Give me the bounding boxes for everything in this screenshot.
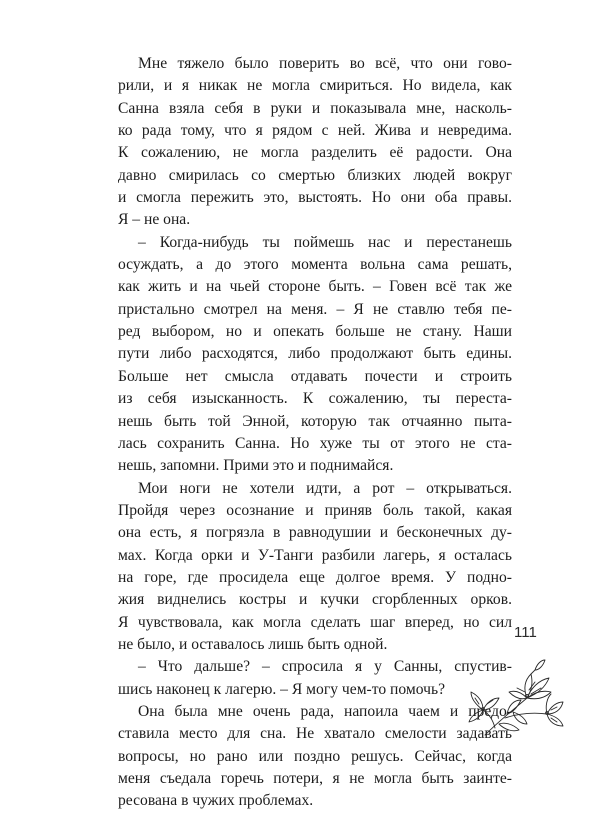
text-line: не было, и оставалось лишь быть одной. xyxy=(118,635,388,653)
text-line: пристально смотрел на меня. – Я не ставлю тебя пе- xyxy=(118,300,512,318)
text-line: Санна взяла себя в руки и показывала мне, насколь- xyxy=(118,99,512,117)
text-line: из себя изысканность. К сожалению, ты переста- xyxy=(118,390,512,408)
text-line: Мои ноги не хотели идти, а рот – открываться. xyxy=(138,479,512,497)
text-line: осуждать, а до этого момента вольна сама решать, xyxy=(118,256,512,274)
text-line: нешь, запомни. Прими это и поднимайся. xyxy=(118,457,394,475)
text-line: шись наконец к лагерю. – Я могу чем-то помочь? xyxy=(118,680,446,698)
body-text xyxy=(118,53,512,813)
text-line: пути либо расходятся, либо продолжают быть едины. xyxy=(118,345,512,363)
text-line: Пройдя через осознание и приняв боль такой, какая xyxy=(118,501,512,519)
page-number: 111 xyxy=(514,624,537,641)
text-line: нешь быть той Энной, которую так отчаянно пыта- xyxy=(118,412,512,430)
text-line: Больше нет смысла отдавать почести и строить xyxy=(118,367,512,385)
flower-sketch-icon xyxy=(465,640,570,740)
text-line: на горе, где просидела еще долгое время. У подно- xyxy=(118,568,512,586)
text-line: К сожалению, не могла разделить её радости. Она xyxy=(118,144,512,162)
text-line: ко рада тому, что я рядом с ней. Жива и невредима. xyxy=(118,122,512,140)
text-line: Мне тяжело было поверить во всё, что они гово- xyxy=(138,55,512,72)
text-line: рили, и я никак не могла смириться. Но видела, как xyxy=(118,77,512,95)
text-line: меня съедала горечь потери, я не могла быть заинте- xyxy=(118,770,512,787)
text-line: – Когда-нибудь ты поймешь нас и перестанешь xyxy=(138,233,512,251)
text-line: и смогла пережить это, выстоять. Но они оба правы. xyxy=(118,189,512,207)
text-line: Я – не она. xyxy=(118,211,191,229)
text-line: ресована в чужих проблемах. xyxy=(118,792,314,810)
text-line: лась сохранить Санна. Но хуже ты от этого не ста- xyxy=(118,434,512,452)
text-line: Она была мне очень рада, напоила чаем и предо- xyxy=(138,702,512,720)
text-line: ставила место для сна. Не хватало смелости задавать xyxy=(118,725,512,743)
text-line: мах. Когда орки и У-Танги разбили лагерь, я осталась xyxy=(118,546,512,564)
text-line: ред выбором, но и опекать больше не стану. Наши xyxy=(118,323,512,341)
text-line: она есть, я погрязла в равнодушии и бесконечных ду- xyxy=(118,524,512,542)
text-line: давно смирилась со смертью близких людей вокруг xyxy=(118,166,512,184)
text-line: жия виднелись костры и кучки сгорбленных орков. xyxy=(118,591,512,609)
text-line: – Что дальше? – спросила я у Санны, спустив- xyxy=(138,658,512,676)
text-line: как жить и на чьей стороне быть. – Говен всё так же xyxy=(118,278,512,296)
text-line: вопросы, но рано или поздно решусь. Сейчас, когда xyxy=(118,747,512,765)
text-line: Я чувствовала, как могла сделать шаг вперед, но сил xyxy=(118,613,512,631)
